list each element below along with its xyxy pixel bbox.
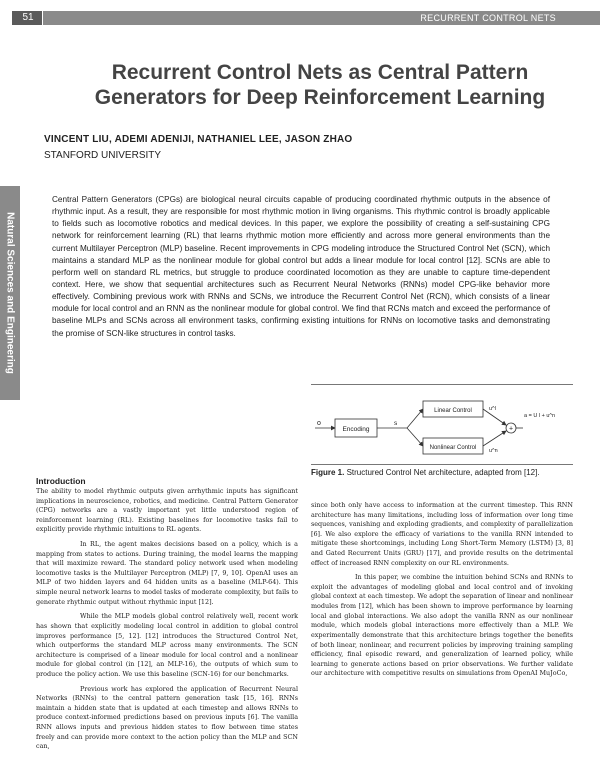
figure-caption-label: Figure 1. [311, 468, 345, 477]
figure-branch-down [407, 428, 423, 446]
title-line-1: Recurrent Control Nets as Central Pattern [111, 61, 529, 84]
right-paragraph-2: In this paper, we combine the intuition behind SCNs and RNNs to exploit the advantages of modeling global and local control and of invoking global context at each timestep. We adopt the separation of linear and nonlinear modules from [12], which has been shown to improve performance by learning local and global interactions. We also adopt the vanilla RNN as our nonlinear module, which models global interactions more effectively than a MLP. We experimentally demonstrate that this architecture brings together the benefits of both linear, nonlinear, and recurrent policies by improving training sampling efficiency, final episodic reward, and generalization of learned policy, while learning to generate actions based on prior observations. We further validate our architecture with competitive results on simulations from OpenAI MuJoCo, [311, 573, 573, 678]
title-line-2: Generators for Deep Reinforcement Learning [94, 86, 546, 110]
authors: VINCENT LIU, ADEMI ADENIJI, NATHANIEL LEE, JASON ZHAO [44, 134, 353, 145]
figure-un-label: u^n [489, 448, 498, 454]
intro-paragraph-4: Previous work has explored the application of Recurrent Neural Networks (RNNs) to the central pattern generation task [15, 16]. RNNs maintain a hidden state that is updated at each timestep and allows RNNs to produce context-informed predictions based on previous inputs [6]. The vanilla RNN allows inputs and previous hidden states to flow between time states freely and can provide more context to the action policy than the MLP and SCN can, [36, 684, 298, 751]
figure-bottom-rule [311, 464, 573, 465]
affiliation: STANFORD UNIVERSITY [44, 150, 162, 161]
figure-input-label: o [317, 420, 321, 427]
left-column [36, 476, 298, 752]
figure-encoding-label: Encoding [342, 426, 370, 433]
figure-1-diagram [311, 388, 573, 466]
intro-paragraph-1: The ability to model rhythmic outputs given arrhythmic inputs has significant implications in neuroscience, robotics, and medicine. Central Pattern Generator (CPG) networks are a vastly important yet little understood region of reinforcement learning (RL). Existing baselines for locomotive tasks fail to explicitly provide rhythmic intuitions to RL agents. [36, 487, 298, 534]
figure-linear-label: Linear Control [434, 408, 472, 414]
page-number: 51 [12, 11, 44, 25]
figure-top-rule [311, 384, 573, 385]
figure-caption [311, 468, 573, 479]
introduction-heading: Introduction [36, 476, 86, 486]
intro-paragraph-2: In RL, the agent makes decisions based on a policy, which is a mapping from states to actions. During training, the model learns the mapping that will maximize reward. The standard policy network used when modeling locomotive tasks is the Multilayer Perceptron (MLP) [7, 9, 10]. OpenAI uses an MLP of two hidden layers and 64 hidden units as a baseline (MLP-64). This simple neural network learns to model tasks of moderate complexity, but fails to generate rhythmic output without rhythmic input [12]. [36, 540, 298, 606]
paper-title [40, 60, 600, 110]
figure-nonlinear-label: Nonlinear Control [429, 445, 477, 451]
running-head: RECURRENT CONTROL NETS [420, 13, 556, 23]
figure-state-label: s [394, 420, 398, 427]
figure-ul-label: u^l [489, 406, 496, 412]
figure-sum-symbol: + [508, 425, 514, 433]
abstract: Central Pattern Generators (CPGs) are biological neural circuits capable of producing coordinated rhythmic outputs in the absence of rhythmic input. As a result, they are responsible for most rhythmic motion in living organisms. This rhythmic control is broadly applicable to fields such as locomotive robotics and medical devices. In this paper, we explore the possibility of creating a self-sustaining CPG network for reinforcement learning (RL) that learns rhythmic motion more efficiently and across more general environments than the current Multilayer Perceptron (MLP) baseline. Recent improvements in CPG modeling introduce the Structured Control Net (SCN), which maintains a standard MLP as the nonlinear module for global control but adds a linear module for local control [12]. SCNs are able to perform well on standard RL metrics, but struggle to produce coordinated locomotion as they are unable to capture time-dependent context. Here, we show that sequential architectures such as Recurrent Neural Networks (RNNs) model CPG-like behavior more effectively. Combining previous work with RNNs and SCNs, we introduce the Recurrent Control Net (RCN), which consists of a linear module for local control and an RNN as the nonlinear module for global control. We find that RCNs match and exceed the performance of baseline MLPs and SCNs across all environment tasks, confirming existing intuitions for RNNs on locomotive tasks and demonstrating the promise of SCN-like structures in control tasks. [52, 195, 550, 338]
right-column [311, 501, 573, 679]
section-side-label: Natural Sciences and Engineering [4, 212, 16, 374]
figure-caption-text: Structured Control Net architecture, adapted from [12]. [344, 468, 540, 477]
figure-nonlinear-out [483, 431, 506, 446]
intro-paragraph-3: While the MLP models global control relatively well, recent work has shown that explicitly modeling local control in addition to global control improves performance [5, 12]. [12] introduces the Structured Control Net, which outperforms the standard MLP across many environments. The SCN architecture is comprised of a linear module for local control and a nonlinear module for global control (in [12], an MLP-16), the outputs of which sum to produce the policy action. We use this baseline (SCN-16) for our benchmarks. [36, 612, 298, 678]
figure-branch-up [407, 409, 423, 428]
right-paragraph-1: since both only have access to information at the current timestep. This RNN architecture has many limitations, including loss of information over long time sequences, vanishing and exploding gradients, and complexity of parallelization [6]. We also explore the efficacy of variations to the vanilla RNN intended to mitigate these shortcomings, including Long Short-Term Memory (LSTM) [3, 8] and Gated Recurrent Units (GRU) [17], and provide results on the detrimental effect of increased RNN complexity on our RL environments. [311, 501, 573, 567]
figure-output-label: a = U l + u^n [524, 413, 556, 419]
